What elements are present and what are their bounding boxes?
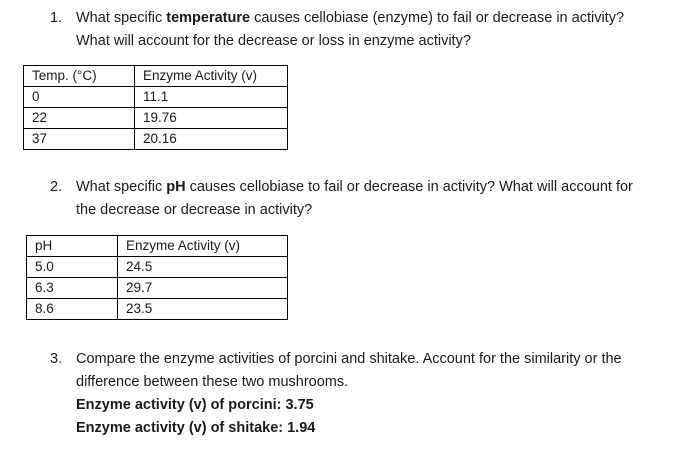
question-1-text bbox=[76, 7, 624, 53]
question-1-keyword: temperature bbox=[166, 10, 251, 26]
table-row bbox=[24, 87, 288, 108]
question-3 bbox=[50, 348, 695, 440]
temperature-cell: 22 bbox=[24, 108, 135, 129]
ph-table-header-row bbox=[27, 236, 288, 257]
enzyme-activity-cell: 11.1 bbox=[135, 87, 288, 108]
enzyme-activity-cell: 24.5 bbox=[118, 257, 288, 278]
question-2 bbox=[50, 176, 695, 222]
question-1-line-1-post: causes cellobiase (enzyme) to fail or decrease in activity? bbox=[250, 10, 625, 26]
question-2-line-1-post: causes cellobiase to fail or decrease in activity? What will account for bbox=[185, 179, 633, 195]
ph-table bbox=[26, 235, 288, 320]
temperature-cell: 0 bbox=[24, 87, 135, 108]
question-2-line-1 bbox=[76, 176, 633, 199]
table-row bbox=[24, 129, 288, 150]
question-2-line-1-pre: What specific bbox=[76, 179, 167, 195]
question-3-line-2: difference between these two mushrooms. bbox=[76, 374, 349, 390]
question-1-line-2: What will account for the decrease or loss in enzyme activity? bbox=[76, 33, 471, 49]
question-1 bbox=[50, 7, 690, 53]
temperature-table-header-row bbox=[24, 66, 288, 87]
question-1-line-1 bbox=[76, 7, 624, 30]
table-row bbox=[27, 257, 288, 278]
enzyme-activity-cell: 19.76 bbox=[135, 108, 288, 129]
enzyme-activity-cell: 20.16 bbox=[135, 129, 288, 150]
temperature-header-cell: Temp. (°C) bbox=[24, 66, 135, 87]
question-1-line-1-pre: What specific bbox=[76, 10, 167, 26]
temperature-table bbox=[23, 65, 288, 150]
question-3-text bbox=[76, 348, 622, 440]
porcini-activity: Enzyme activity (v) of porcini: 3.75 bbox=[76, 397, 314, 413]
question-2-keyword: pH bbox=[166, 179, 186, 195]
question-2-text bbox=[76, 176, 633, 222]
enzyme-activity-header-cell: Enzyme Activity (v) bbox=[118, 236, 288, 257]
enzyme-activity-cell: 29.7 bbox=[118, 278, 288, 299]
enzyme-activity-header-cell: Enzyme Activity (v) bbox=[135, 66, 288, 87]
ph-cell: 6.3 bbox=[27, 278, 118, 299]
question-3-line-1: Compare the enzyme activities of porcini and shitake. Account for the similarity or the bbox=[76, 351, 622, 367]
temperature-cell: 37 bbox=[24, 129, 135, 150]
enzyme-activity-cell: 23.5 bbox=[118, 299, 288, 320]
ph-header-cell: pH bbox=[27, 236, 118, 257]
ph-cell: 5.0 bbox=[27, 257, 118, 278]
table-row bbox=[27, 299, 288, 320]
question-1-number: 1. bbox=[50, 10, 63, 26]
question-3-number: 3. bbox=[50, 351, 63, 367]
table-row bbox=[27, 278, 288, 299]
question-2-line-2: the decrease or decrease in activity? bbox=[76, 202, 313, 218]
shitake-activity: Enzyme activity (v) of shitake: 1.94 bbox=[76, 420, 316, 436]
ph-cell: 8.6 bbox=[27, 299, 118, 320]
question-2-number: 2. bbox=[50, 179, 63, 195]
table-row bbox=[24, 108, 288, 129]
